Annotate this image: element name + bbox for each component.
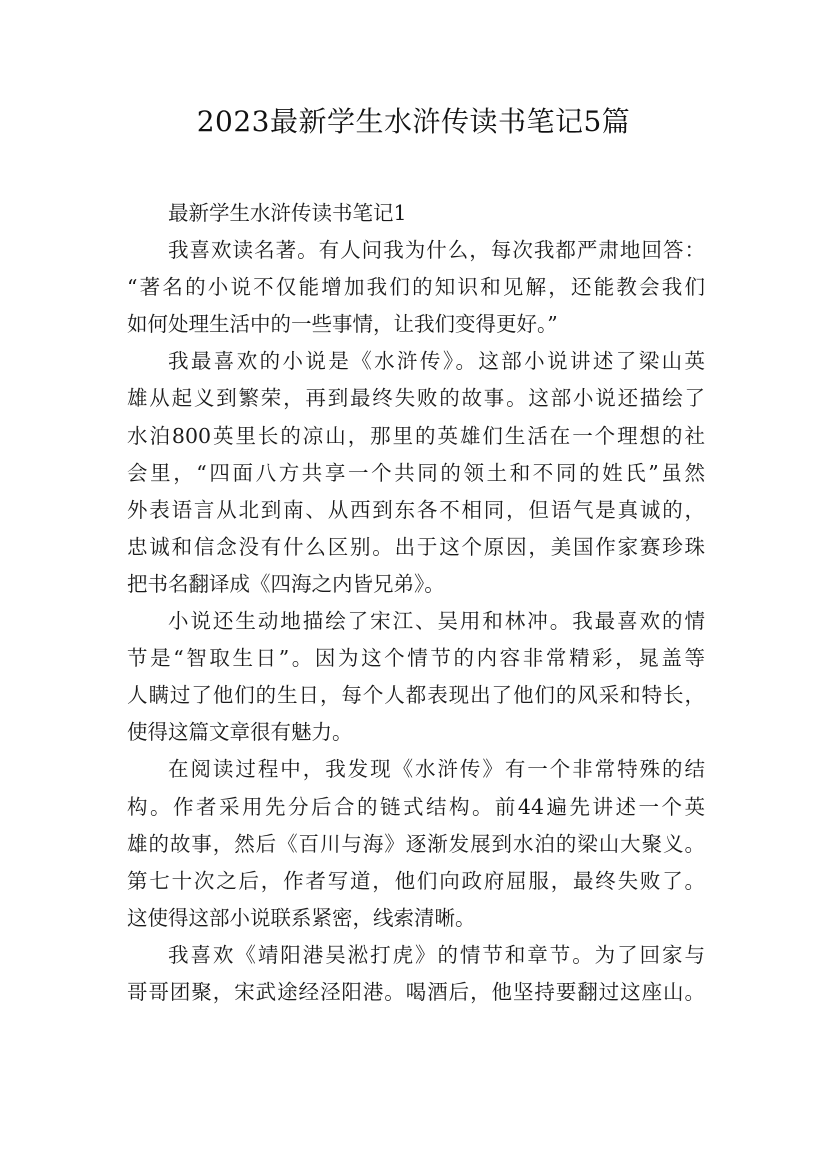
paragraph-line: 我喜欢读名著。有人问我为什么，每次我都严肃地回答：	[168, 238, 705, 263]
paragraph-line: 忠诚和信念没有什么区别。出于这个原因，美国作家赛珍珠	[127, 534, 705, 559]
paragraph-line: 构。作者采用先分后合的链式结构。前44遍先讲述一个英	[127, 794, 705, 819]
paragraph-line: “著名的小说不仅能增加我们的知识和见解，还能教会我们	[127, 275, 705, 300]
paragraph-line: 水泊800英里长的凉山，那里的英雄们生活在一个理想的社	[127, 423, 705, 448]
paragraph-line: 雄从起义到繁荣，再到最终失败的故事。这部小说还描绘了	[127, 386, 705, 411]
paragraph-line: 我最喜欢的小说是《水浒传》。这部小说讲述了梁山英	[168, 349, 705, 374]
paragraph-line: 哥哥团聚，宋武途经泾阳港。喝酒后，他坚持要翻过这座山。	[127, 979, 705, 1004]
paragraph-line: 雄的故事，然后《百川与海》逐渐发展到水泊的梁山大聚义。	[127, 831, 705, 856]
paragraph-line: 我喜欢《靖阳港吴淞打虎》的情节和章节。为了回家与	[168, 942, 705, 967]
paragraph-line: 在阅读过程中，我发现《水浒传》有一个非常特殊的结	[168, 757, 705, 782]
paragraph-line: 节是“智取生日”。因为这个情节的内容非常精彩，晁盖等	[127, 646, 705, 671]
document-title: 2023最新学生水浒传读书笔记5篇	[196, 105, 631, 138]
document-body	[127, 195, 705, 1011]
paragraph-line: 第七十次之后，作者写道，他们向政府屈服，最终失败了。	[127, 868, 705, 893]
paragraph-line: 如何处理生活中的一些事情，让我们变得更好。”	[127, 312, 558, 337]
paragraph-line: 使得这篇文章很有魅力。	[127, 720, 353, 745]
paragraph-line: 把书名翻译成《四海之内皆兄弟》。	[127, 571, 445, 596]
paragraph-line: 外表语言从北到南、从西到东各不相同，但语气是真诚的，	[127, 497, 705, 522]
paragraph-line: 会里，“四面八方共享一个共同的领土和不同的姓氏”虽然	[127, 460, 705, 485]
paragraph-line: 这使得这部小说联系紧密，线索清晰。	[127, 905, 476, 930]
paragraph-line: 人瞒过了他们的生日，每个人都表现出了他们的风采和特长，	[127, 683, 705, 708]
paragraph-line: 小说还生动地描绘了宋江、吴用和林冲。我最喜欢的情	[168, 609, 705, 634]
section-heading: 最新学生水浒传读书笔记1	[168, 201, 407, 225]
